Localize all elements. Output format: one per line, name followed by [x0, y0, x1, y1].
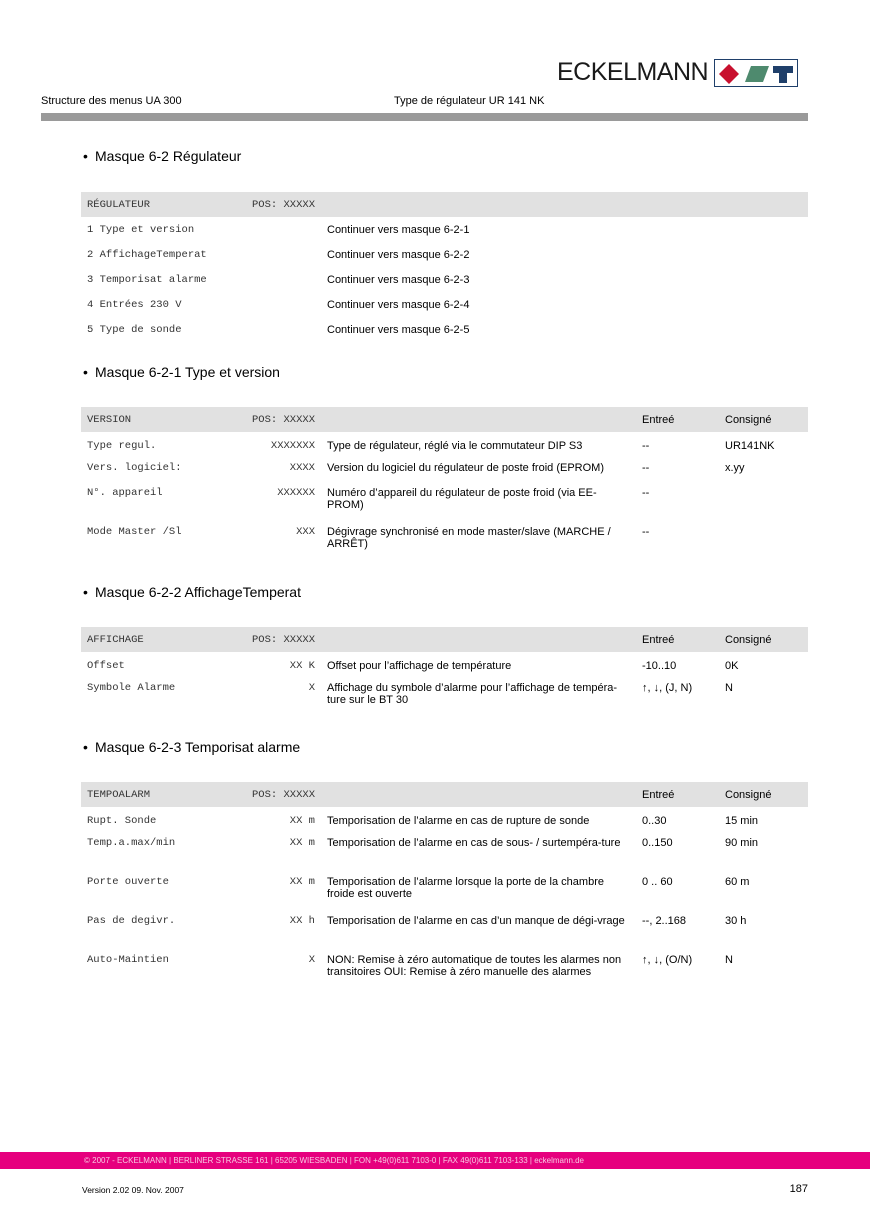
pos-label: POS: XXXXX — [231, 627, 321, 652]
screen-name: RÉGULATEUR — [81, 192, 231, 217]
footer-version: Version 2.02 09. Nov. 2007 — [82, 1185, 184, 1195]
row-entree: -10..10 — [642, 660, 677, 672]
table-header-row — [81, 782, 808, 807]
row-value: XX h — [289, 915, 315, 927]
table-row[interactable] — [81, 910, 808, 949]
row-label: 1 Type et version — [87, 224, 195, 236]
row-value: X — [308, 954, 315, 966]
section-title-text: Masque 6-2-3 Temporisat alarme — [95, 739, 301, 755]
header-document-title: Structure des menus UA 300 — [41, 95, 182, 107]
section-title-text: Masque 6-2 Régulateur — [95, 148, 242, 164]
row-label: Temp.a.max/min — [87, 837, 176, 849]
table-row[interactable] — [81, 457, 808, 482]
row-label: Type regul. — [87, 440, 157, 452]
row-value: XX m — [289, 815, 315, 827]
row-consigne: N — [725, 682, 733, 694]
row-description: Temporisation de l’alarme en cas de rupture de sonde — [327, 815, 590, 827]
row-label: Rupt. Sonde — [87, 815, 157, 827]
consigne-header: Consigné — [719, 627, 808, 652]
table-row[interactable] — [81, 432, 808, 457]
row-label: Porte ouverte — [87, 876, 169, 888]
logo-text: ECKELMANN — [557, 58, 709, 86]
section-title-text: Masque 6-2-1 Type et version — [95, 364, 280, 380]
row-value: XXXXXXX — [270, 440, 315, 452]
table-row[interactable] — [81, 807, 808, 832]
row-value — [231, 317, 321, 342]
row-label: N°. appareil — [87, 487, 163, 499]
table-header-row — [81, 192, 808, 217]
row-description: Continuer vers masque 6-2-5 — [327, 324, 470, 336]
section-title — [83, 584, 301, 600]
table-row[interactable] — [81, 217, 808, 242]
section-title — [83, 364, 280, 380]
row-entree: 0 .. 60 — [642, 876, 673, 888]
section-title — [83, 739, 300, 755]
row-label: Offset — [87, 660, 125, 672]
row-consigne: 60 m — [725, 876, 750, 888]
screen-name: VERSION — [81, 407, 231, 432]
pos-label: POS: XXXXX — [231, 782, 321, 807]
mask-table — [81, 627, 808, 707]
row-description: Temporisation de l’alarme en cas de sous- / surtempéra-ture — [327, 837, 621, 849]
row-consigne — [719, 217, 808, 242]
row-consigne — [719, 242, 808, 267]
row-value: XX K — [289, 660, 315, 672]
row-entree: ↑, ↓, (J, N) — [642, 682, 693, 694]
row-consigne — [719, 317, 808, 342]
row-label: Symbole Alarme — [87, 682, 176, 694]
pos-label: POS: XXXXX — [231, 407, 321, 432]
row-label: 2 AffichageTemperat — [87, 249, 207, 261]
row-entree — [636, 292, 719, 317]
row-entree: --, 2..168 — [642, 915, 687, 927]
row-description: Offset pour l’affichage de température — [327, 660, 512, 672]
table-row[interactable] — [81, 482, 808, 521]
row-value: XX m — [289, 837, 315, 849]
row-label: Pas de degivr. — [87, 915, 176, 927]
logo-emblem — [714, 59, 798, 87]
consigne-header: Consigné — [719, 407, 808, 432]
row-consigne: 0K — [725, 660, 739, 672]
row-label: 3 Temporisat alarme — [87, 274, 207, 286]
table-header-row — [81, 407, 808, 432]
header-section-title: Type de régulateur UR 141 NK — [394, 95, 545, 107]
row-label: Vers. logiciel: — [87, 462, 182, 474]
row-consigne — [719, 292, 808, 317]
row-consigne: x.yy — [725, 462, 745, 474]
row-consigne: 15 min — [725, 815, 759, 827]
row-consigne: UR141NK — [725, 440, 775, 452]
row-description: Temporisation de l’alarme lorsque la porte de la chambre froide est ouverte — [327, 876, 604, 900]
row-entree: 0..30 — [642, 815, 667, 827]
row-entree: -- — [642, 526, 650, 538]
consigne-header — [719, 192, 808, 217]
entree-header: Entreé — [636, 782, 719, 807]
consigne-header: Consigné — [719, 782, 808, 807]
row-entree — [636, 242, 719, 267]
row-value — [231, 217, 321, 242]
row-entree: -- — [642, 462, 650, 474]
screen-name: AFFICHAGE — [81, 627, 231, 652]
table-row[interactable] — [81, 871, 808, 910]
row-consigne: 30 h — [725, 915, 747, 927]
table-row[interactable] — [81, 832, 808, 871]
footer-contact-text: © 2007 - ECKELMANN | BERLINER STRASSE 161 | 65205 WIESBADEN | FON +49(0)611 7103-0 | FAX 49(0)611 7103-133 | eckelmann.de — [84, 1156, 585, 1165]
mask-table — [81, 782, 808, 994]
entree-header: Entreé — [636, 627, 719, 652]
row-consigne — [719, 267, 808, 292]
table-header-row — [81, 627, 808, 652]
row-description: Type de régulateur, réglé via le commutateur DIP S3 — [327, 440, 583, 452]
row-entree — [636, 267, 719, 292]
row-description: Continuer vers masque 6-2-1 — [327, 224, 470, 236]
mask-table — [81, 192, 808, 342]
row-description: Affichage du symbole d’alarme pour l’affichage de tempéra-ture sur le BT 30 — [327, 682, 618, 706]
row-description: NON: Remise à zéro automatique de toutes les alarmes non transitoires OUI: Remise à zéro manuelle des alarmes — [327, 954, 622, 978]
header-divider — [41, 113, 808, 121]
row-description: Temporisation de l’alarme en cas d’un manque de dégi-vrage — [327, 915, 625, 927]
bullet-icon: • — [83, 148, 88, 164]
screen-name: TEMPOALARM — [81, 782, 231, 807]
row-entree — [636, 317, 719, 342]
row-value — [231, 292, 321, 317]
row-description: Version du logiciel du régulateur de poste froid (EPROM) — [327, 462, 604, 474]
row-description: Numéro d’appareil du régulateur de poste froid (via EE-PROM) — [327, 487, 597, 511]
row-description: Continuer vers masque 6-2-2 — [327, 249, 470, 261]
table-row[interactable] — [81, 267, 808, 292]
logo-shapes-icon — [715, 60, 799, 88]
row-label: Mode Master /Sl — [87, 526, 182, 538]
row-consigne — [719, 482, 808, 521]
table-row[interactable] — [81, 242, 808, 267]
row-value: XXXXXX — [277, 487, 315, 499]
row-value — [231, 242, 321, 267]
entree-header: Entreé — [636, 407, 719, 432]
row-value: X — [308, 682, 315, 694]
row-consigne: N — [725, 954, 733, 966]
row-value: XXX — [296, 526, 315, 538]
row-description: Continuer vers masque 6-2-3 — [327, 274, 470, 286]
row-entree: -- — [642, 487, 650, 499]
row-entree: -- — [642, 440, 650, 452]
row-value: XX m — [289, 876, 315, 888]
row-value: XXXX — [289, 462, 315, 474]
section-title — [83, 148, 241, 164]
table-row[interactable] — [81, 521, 808, 551]
footer-contact-bar — [0, 1152, 870, 1169]
row-entree: ↑, ↓, (O/N) — [642, 954, 693, 966]
table-row[interactable] — [81, 677, 808, 707]
pos-label: POS: XXXXX — [231, 192, 321, 217]
row-description: Dégivrage synchronisé en mode master/slave (MARCHE / ARRÊT) — [327, 526, 611, 550]
row-value — [231, 267, 321, 292]
page-number: 187 — [789, 1183, 808, 1195]
row-consigne: 90 min — [725, 837, 759, 849]
row-entree — [636, 217, 719, 242]
row-label: 5 Type de sonde — [87, 324, 182, 336]
bullet-icon: • — [83, 364, 88, 380]
table-row[interactable] — [81, 292, 808, 317]
row-description: Continuer vers masque 6-2-4 — [327, 299, 470, 311]
section-title-text: Masque 6-2-2 AffichageTemperat — [95, 584, 301, 600]
entree-header — [636, 192, 719, 217]
eckelmann-logo — [557, 58, 798, 87]
mask-table — [81, 407, 808, 551]
row-entree: 0..150 — [642, 837, 673, 849]
table-row[interactable] — [81, 949, 808, 994]
table-row[interactable] — [81, 317, 808, 342]
table-row[interactable] — [81, 652, 808, 677]
row-label: 4 Entrées 230 V — [87, 299, 182, 311]
bullet-icon: • — [83, 739, 88, 755]
bullet-icon: • — [83, 584, 88, 600]
row-label: Auto-Maintien — [87, 954, 169, 966]
row-consigne — [719, 521, 808, 551]
